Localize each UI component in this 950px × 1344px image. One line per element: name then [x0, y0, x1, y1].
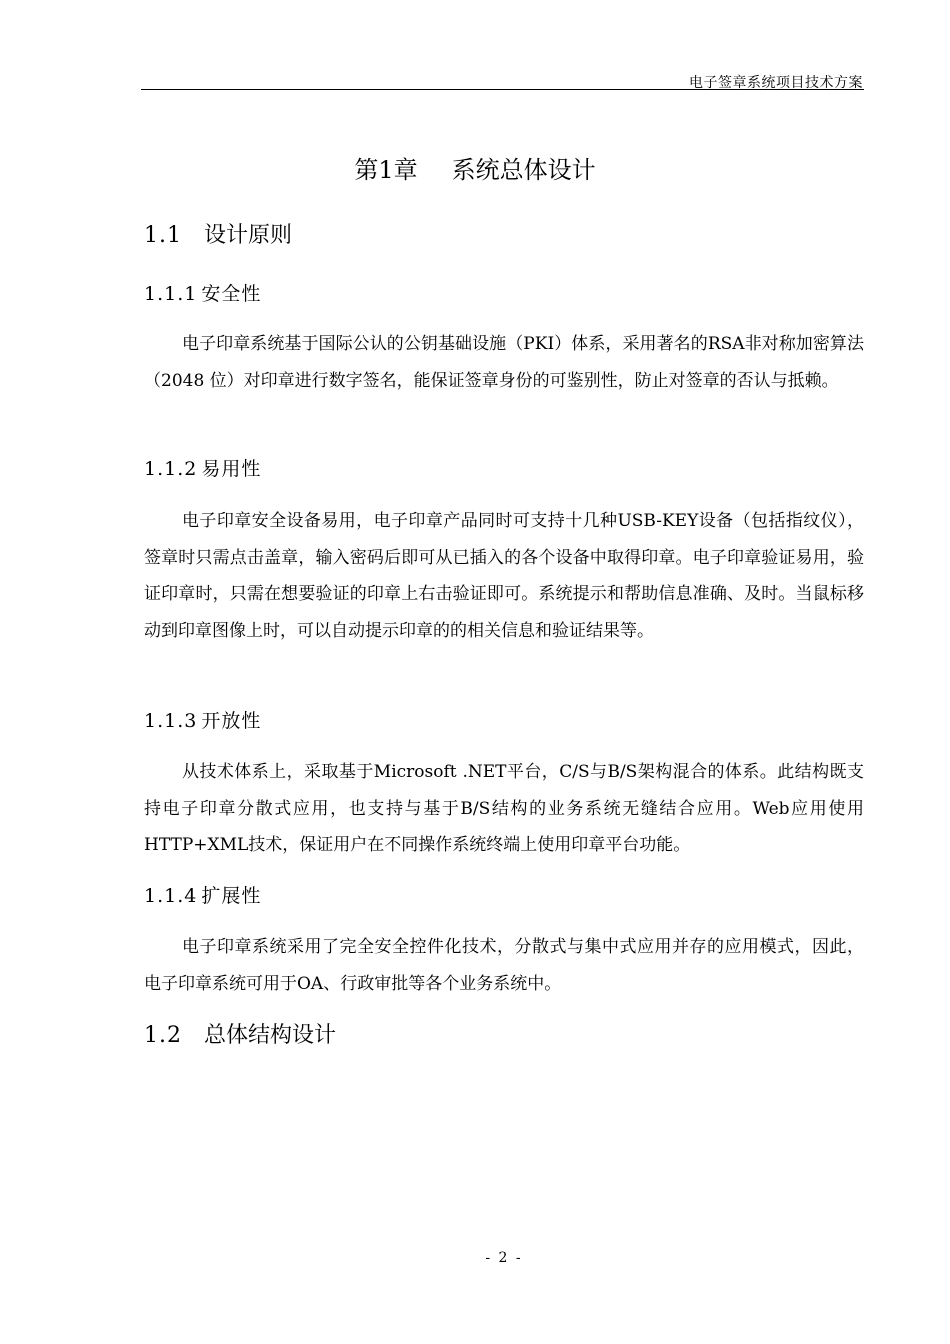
subsection-title: 开放性 [201, 710, 262, 732]
subsection-number: 1.1.1 [144, 283, 198, 305]
paragraph-usability: 电子印章安全设备易用，电子印章产品同时可支持十几种USB-KEY设备（包括指纹仪），签章时只需点击盖章，输入密码后即可从已插入的各个设备中取得印章。电子印章验证易用，验证印章时，只需在想要验证的印章上右击验证即可。系统提示和帮助信息准确、及时。当鼠标移动到印章图像上时，可以自动提示印章的的相关信息和验证结果等。 [144, 511, 864, 641]
subsection-title: 安全性 [201, 283, 262, 305]
subsection-heading-1-1-1 [144, 279, 261, 306]
subsection-number: 1.1.2 [144, 458, 198, 480]
subsection-heading-1-1-3 [144, 706, 261, 733]
header-doc-title: 电子签章系统项目技术方案 [689, 75, 863, 91]
subsection-number: 1.1.3 [144, 710, 198, 732]
paragraph-extensibility: 电子印章系统采用了完全安全控件化技术，分散式与集中式应用并存的应用模式，因此， 电子印章系统可用于OA、行政审批等各个业务系统中。 [144, 937, 864, 994]
section-heading-1-1 [144, 218, 292, 249]
chapter-number: 第1章 [354, 156, 418, 184]
section-title: 总体结构设计 [204, 1023, 337, 1048]
section-heading-1-2 [144, 1018, 336, 1049]
paragraph-openness: 从技术体系上，采取基于Microsoft .NET平台，C/S与B/S架构混合的体系。此结构既支持电子印章分散式应用，也支持与基于B/S结构的业务系统无缝结合应用。Web应用使用HTTP+XML技术，保证用户在不同操作系统终端上使用印章平台功能。 [144, 762, 864, 855]
section-number: 1.2 [144, 1023, 182, 1048]
section-title: 设计原则 [204, 223, 293, 248]
subsection-number: 1.1.4 [144, 885, 198, 907]
subsection-title: 易用性 [201, 458, 262, 480]
chapter-heading [0, 150, 950, 185]
subsection-title: 扩展性 [201, 885, 262, 907]
subsection-heading-1-1-4 [144, 881, 261, 908]
page-number: - 2 - [485, 1250, 523, 1266]
chapter-title: 系统总体设计 [451, 156, 596, 184]
header-divider [141, 89, 864, 90]
paragraph-security: 电子印章系统基于国际公认的公钥基础设施（PKI）体系，采用著名的RSA非对称加密算法（2048 位）对印章进行数字签名，能保证签章身份的可鉴别性，防止对签章的否认与抵赖。 [144, 334, 864, 391]
subsection-heading-1-1-2 [144, 454, 261, 481]
section-number: 1.1 [144, 223, 182, 248]
